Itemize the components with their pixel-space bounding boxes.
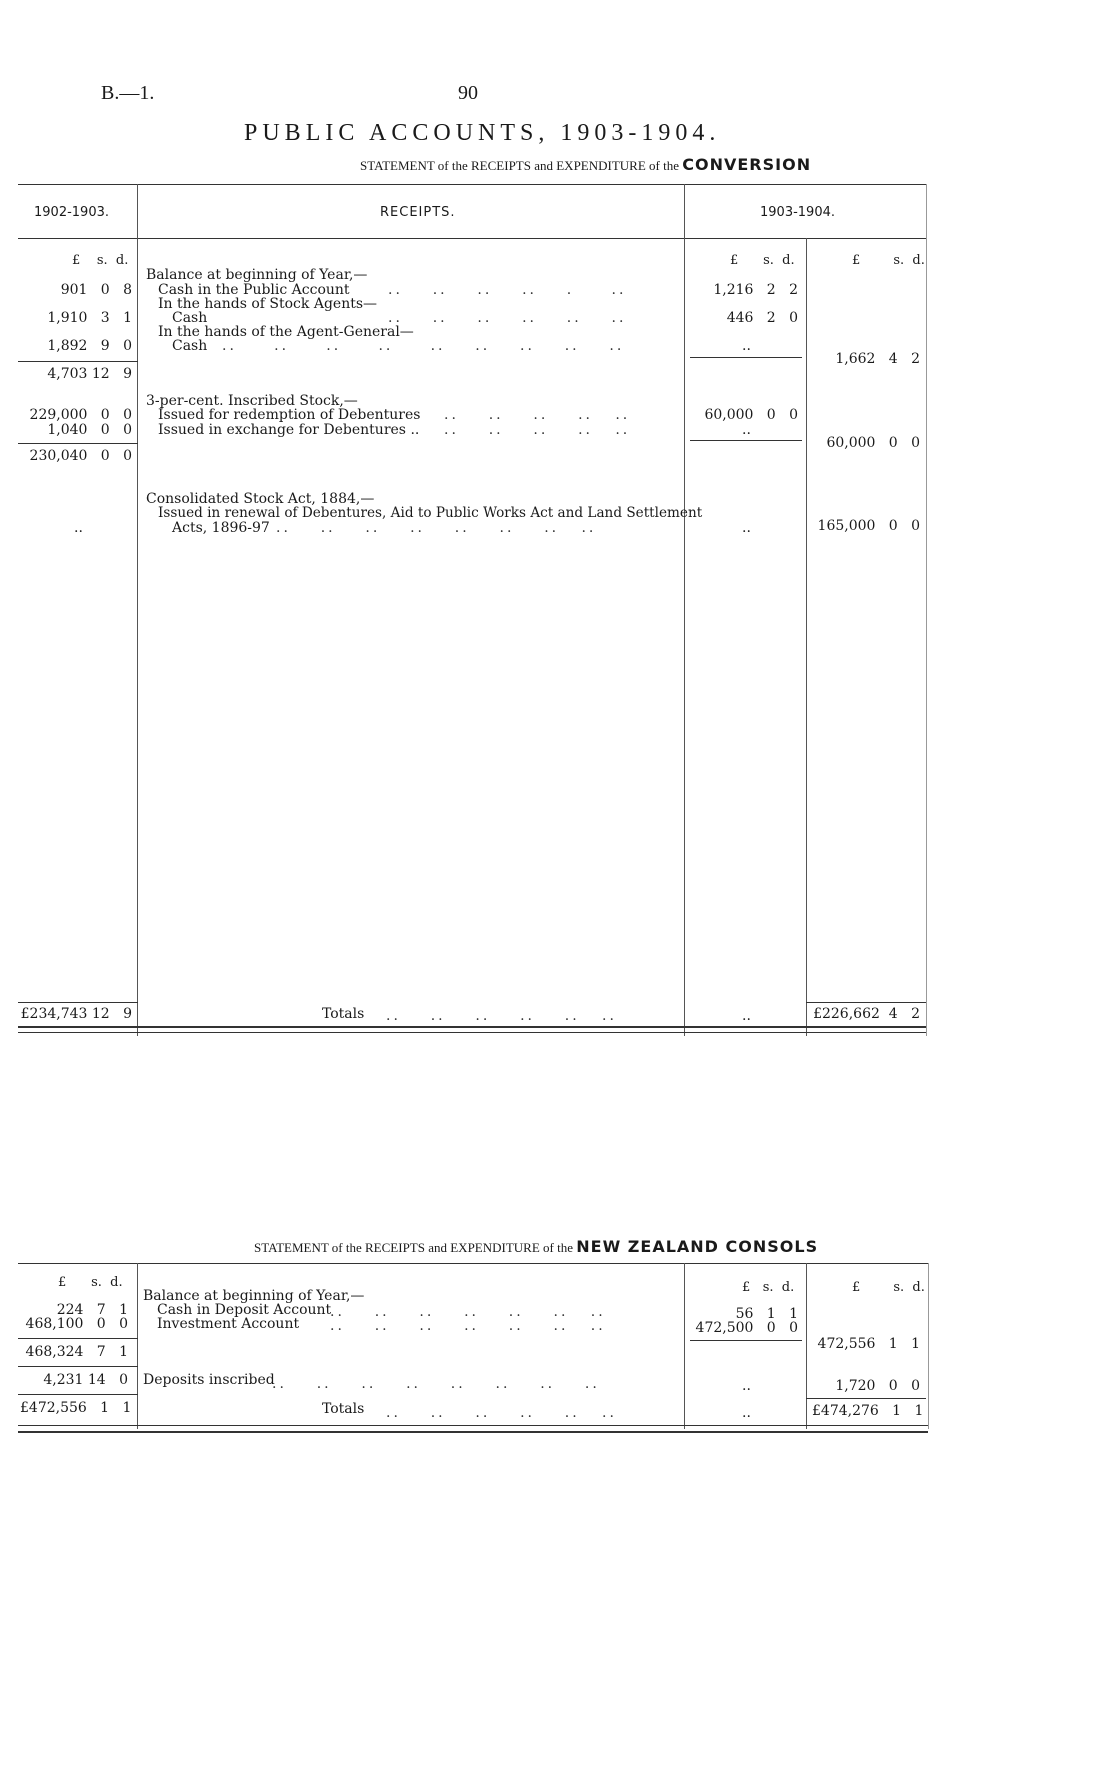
prev-901: 901 0 8 bbox=[60, 282, 132, 298]
cash-deposit-label: Cash in Deposit Account bbox=[157, 1302, 332, 1318]
curr-56: 56 1 1 bbox=[735, 1306, 798, 1322]
dot-leader: .. .. .. .. .. bbox=[444, 422, 631, 438]
conversion-heading-prefix: STATEMENT of the RECEIPTS and EXPENDITURE of the bbox=[360, 158, 679, 173]
prev-468100: 468,100 0 0 bbox=[25, 1316, 128, 1332]
lsd-header-curr: £ s. d. bbox=[730, 253, 795, 268]
conversion-heading bbox=[360, 155, 811, 174]
curr-nil-3: .. bbox=[742, 520, 751, 536]
lsd-header-prev: £ s. d. bbox=[58, 1275, 123, 1290]
dot-leader: .. .. .. .. .. .. .. .. bbox=[272, 1376, 600, 1392]
prev-229000: 229,000 0 0 bbox=[29, 407, 132, 423]
total-472556: 472,556 1 1 bbox=[817, 1336, 920, 1352]
renewal-line-1: Issued in renewal of Debentures, Aid to Public Works Act and Land Settlement bbox=[158, 505, 703, 521]
page-title: PUBLIC ACCOUNTS, 1903-1904. bbox=[244, 120, 721, 146]
balance-heading: Balance at beginning of Year,— bbox=[146, 267, 368, 283]
col-header-curr-year: 1903-1904. bbox=[760, 205, 835, 220]
prev-230040: 230,040 0 0 bbox=[29, 448, 132, 464]
consols-heading-bold: NEW ZEALAND CONSOLS bbox=[576, 1237, 819, 1256]
col-header-prev-year: 1902-1903. bbox=[34, 205, 109, 220]
consols-heading-prefix: STATEMENT of the RECEIPTS and EXPENDITURE of the bbox=[254, 1240, 573, 1255]
lsd-header-curr: £ s. d. bbox=[742, 1280, 795, 1295]
prev-total: £234,743 12 9 bbox=[20, 1006, 132, 1022]
curr-1216: 1,216 2 2 bbox=[713, 282, 798, 298]
dot-leader: .. .. .. .. .. .. .. .. bbox=[276, 520, 597, 536]
prev-468324: 468,324 7 1 bbox=[25, 1344, 128, 1360]
stock-heading: 3-per-cent. Inscribed Stock,— bbox=[146, 393, 358, 409]
page-number: 90 bbox=[458, 82, 478, 104]
agent-general-label: In the hands of the Agent-General— bbox=[158, 324, 414, 340]
totals-label: Totals bbox=[322, 1006, 365, 1022]
exchange-label: Issued in exchange for Debentures .. bbox=[158, 422, 420, 438]
conversion-heading-bold: CONVERSION bbox=[682, 155, 812, 174]
curr-nil-1: .. bbox=[742, 1378, 751, 1394]
curr-nil-1: .. bbox=[742, 338, 751, 354]
dot-leader: .. .. .. .. .. .. bbox=[386, 1008, 617, 1024]
total-1662: 1,662 4 2 bbox=[835, 351, 920, 367]
renewal-line-2: Acts, 1896-97 bbox=[172, 520, 270, 536]
cash-label-agents: Cash bbox=[172, 310, 208, 326]
curr-nil-2: .. bbox=[742, 422, 751, 438]
total-1720: 1,720 0 0 bbox=[835, 1378, 920, 1394]
curr-60000: 60,000 0 0 bbox=[704, 407, 798, 423]
page-ref: B.—1. bbox=[101, 82, 155, 104]
curr-nil-2: .. bbox=[742, 1405, 751, 1421]
lsd-header-total: £ s. d. bbox=[852, 1280, 925, 1295]
lsd-header-prev: £ s. d. bbox=[72, 253, 129, 268]
totals-label: Totals bbox=[322, 1401, 365, 1417]
redemption-label: Issued for redemption of Debentures bbox=[158, 407, 421, 423]
prev-nil: .. bbox=[74, 520, 83, 536]
prev-total: £472,556 1 1 bbox=[20, 1400, 132, 1416]
dot-leader: .. .. .. .. .. .. .. bbox=[330, 1318, 606, 1334]
total-165000: 165,000 0 0 bbox=[817, 518, 920, 534]
prev-4703: 4,703 12 9 bbox=[47, 366, 132, 382]
dot-leader: .. .. .. .. .. .. .. bbox=[330, 1304, 606, 1320]
deposits-label: Deposits inscribed bbox=[143, 1372, 275, 1388]
dot-leader: .. .. .. .. .. .. bbox=[388, 310, 627, 326]
dot-leader: .. .. .. .. .. .. bbox=[386, 1405, 617, 1421]
cash-label-agent-general: Cash bbox=[172, 338, 208, 354]
prev-1892: 1,892 9 0 bbox=[47, 338, 132, 354]
cash-public-label: Cash in the Public Account bbox=[158, 282, 350, 298]
grand-total: £226,662 4 2 bbox=[813, 1006, 920, 1022]
grand-total: £474,276 1 1 bbox=[812, 1403, 924, 1419]
investment-label: Investment Account bbox=[157, 1316, 300, 1332]
total-60000: 60,000 0 0 bbox=[826, 435, 920, 451]
balance-heading: Balance at beginning of Year,— bbox=[143, 1288, 365, 1304]
dot-leader: .. .. .. .. .. bbox=[444, 407, 631, 423]
lsd-header-total: £ s. d. bbox=[852, 253, 925, 268]
col-header-receipts: RECEIPTS. bbox=[380, 205, 456, 220]
consols-heading bbox=[254, 1237, 818, 1256]
curr-446: 446 2 0 bbox=[726, 310, 798, 326]
prev-1910: 1,910 3 1 bbox=[47, 310, 132, 326]
prev-224: 224 7 1 bbox=[56, 1302, 128, 1318]
prev-4231: 4,231 14 0 bbox=[43, 1372, 128, 1388]
stock-agents-label: In the hands of Stock Agents— bbox=[158, 296, 378, 312]
dot-leader: .. .. .. .. .. .. .. .. .. bbox=[222, 338, 625, 354]
curr-nil-4: .. bbox=[742, 1008, 751, 1024]
consol-stock-heading: Consolidated Stock Act, 1884,— bbox=[146, 491, 375, 507]
dot-leader: .. .. .. .. . .. bbox=[388, 282, 627, 298]
curr-472500: 472,500 0 0 bbox=[695, 1320, 798, 1336]
prev-1040: 1,040 0 0 bbox=[47, 422, 132, 438]
